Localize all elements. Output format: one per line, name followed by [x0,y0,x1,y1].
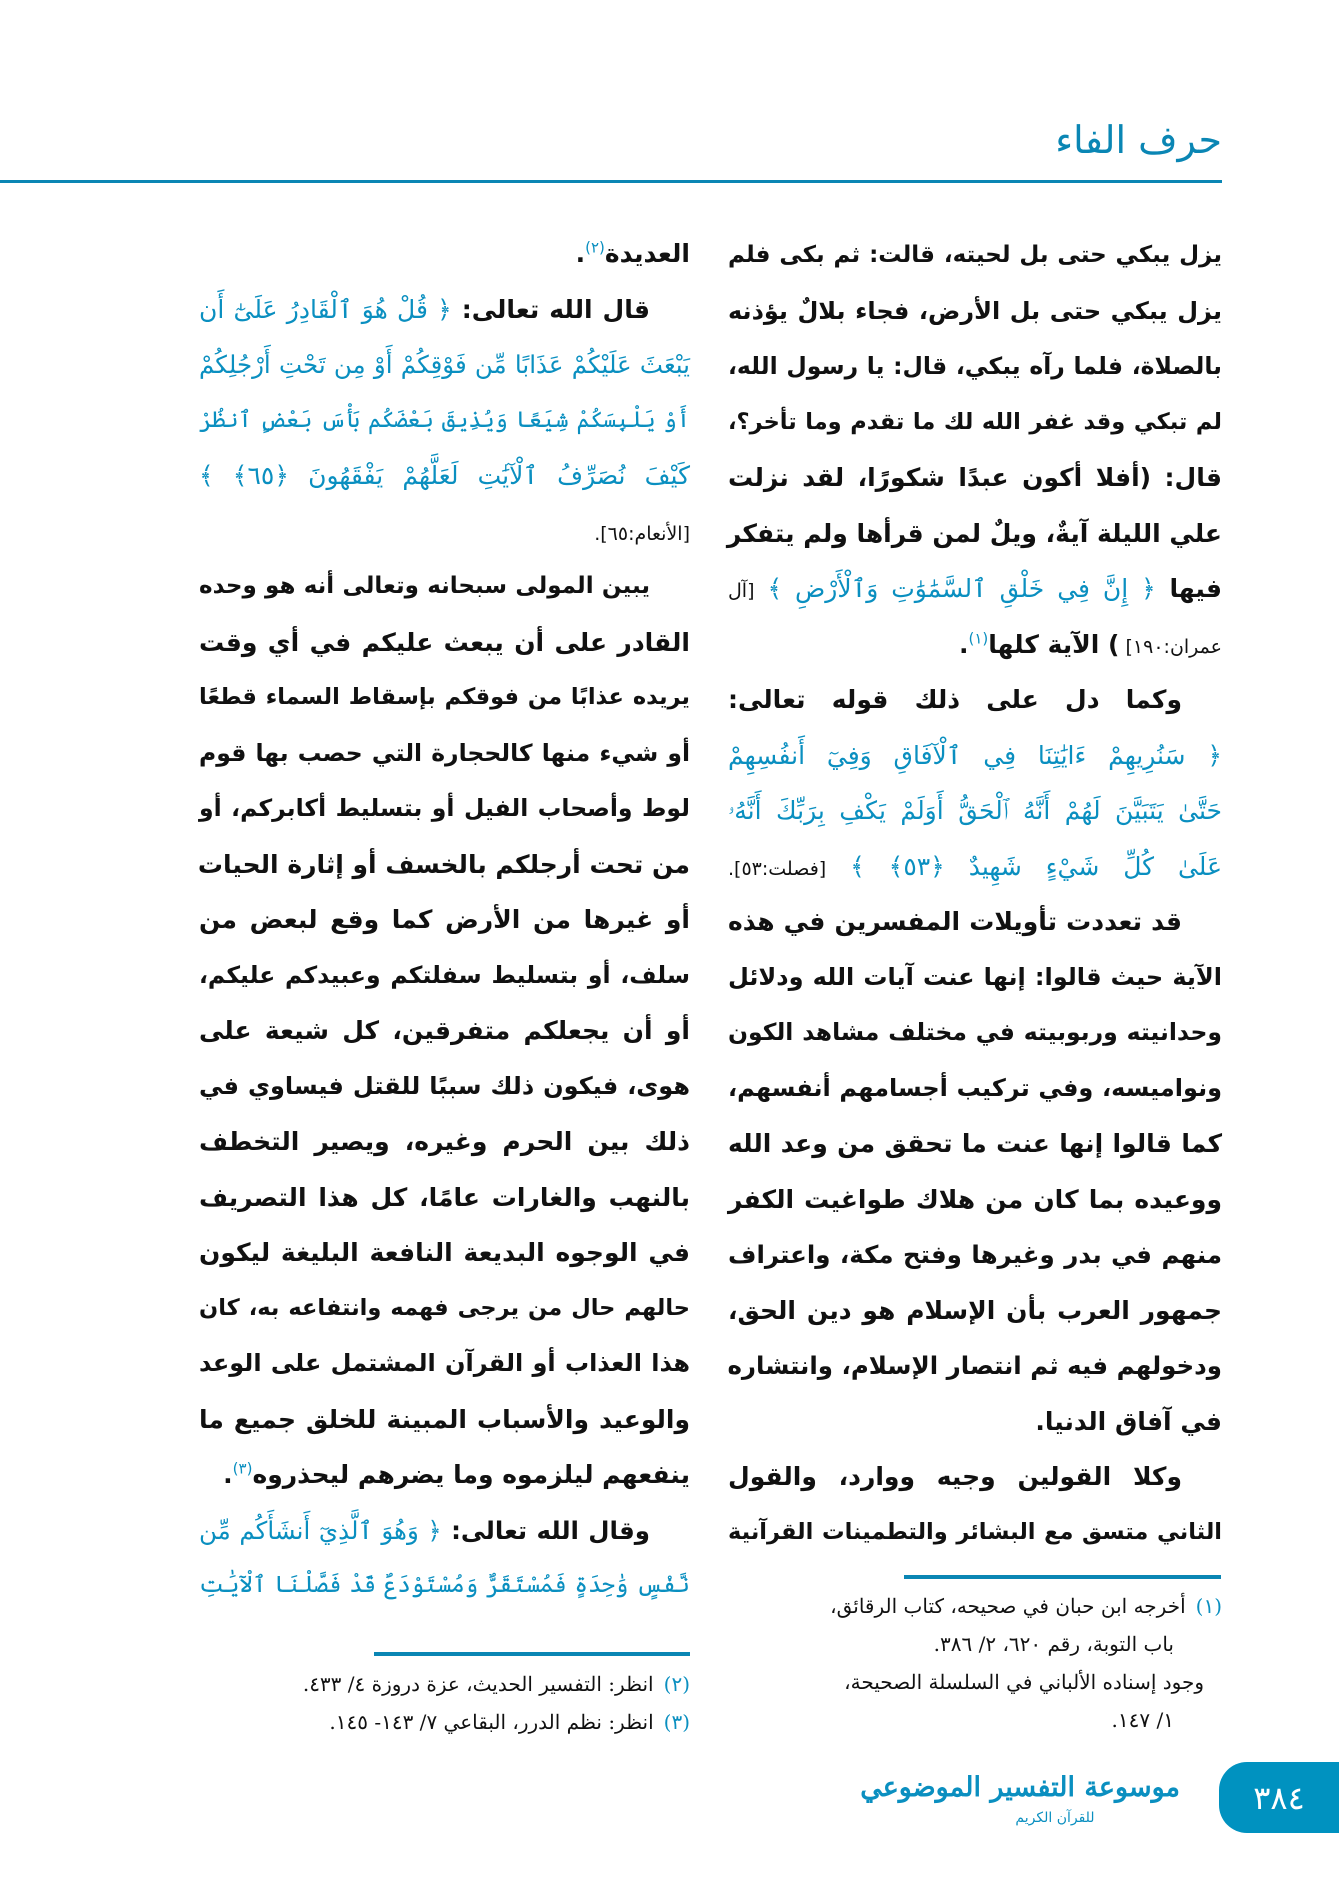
body-text: بالصلاة، فلما رآه يبكي، قال: يا رسول الله، [728,352,1222,380]
footnote-text: انظر: التفسير الحديث، عزة دروزة ٤/ ٤٣٣. [302,1672,654,1696]
footnote-rule-right [904,1575,1221,1579]
body-text: ونواميسه، وفي تركيب أجسامهم أنفسهم، [728,1073,1222,1102]
chapter-title: حرف الفاء [1055,118,1222,162]
footnote-2 [303,1665,690,1703]
body-text: القادر على أن يبعث عليكم في أي وقت [199,627,690,657]
body-text: علي الليلة آيةٌ، ويلٌ لمن قرأها ولم يتفكر [726,518,1222,548]
body-text: العديدة [604,239,690,268]
body-text: . [575,239,586,268]
footnote-marker: (٣) [232,1459,253,1478]
text-line [728,1116,1222,1172]
body-text: أو أن يجعلكم متفرقين، كل شيعة على [199,1016,690,1045]
text-line [199,892,690,948]
text-line [199,948,690,1004]
body-text: الآية حيث قالوا: إنها عنت آيات الله ودلائل [728,962,1222,991]
text-line [728,1227,1222,1283]
text-line [199,448,690,504]
verse-reference: [آل [728,580,755,602]
text-line [199,1392,690,1448]
footnote-text: أخرجه ابن حبان في صحيحه، كتاب الرقائق، [830,1594,1186,1618]
body-text: كما قالوا إنها عنت ما تحقق من وعد الله [728,1129,1222,1158]
body-text: أو غيرها من الأرض كما وقع لبعض من [199,905,690,934]
body-text: هوى، فيكون ذلك سببًا للقتل فيساوي في [199,1071,690,1100]
body-text: لم تبكي وقد غفر الله لك ما تقدم وما تأخر؟، [728,408,1222,435]
left-column [199,226,690,1614]
footnote-1 [830,1587,1222,1739]
body-text: يبين المولى سبحانه وتعالى أنه هو وحده [199,573,650,599]
logo-title: موسوعة التفسير الموضوعي [860,1772,1180,1803]
body-text: وكلا القولين وجيه ووارد، والقول [728,1462,1182,1491]
footnote-rule-left [374,1652,690,1656]
text-line [199,670,690,726]
body-text: والوعيد والأسباب المبينة للخلق جميع ما [199,1404,690,1434]
text-line [728,1005,1222,1061]
text-line [199,1059,690,1115]
text-line [199,393,690,449]
footnote-marker: (١) [968,629,989,648]
page-number: ٣٨٤ [1253,1778,1305,1817]
text-line [728,395,1222,451]
text-line [728,894,1222,950]
text-line [728,728,1222,784]
text-line [199,1114,690,1170]
text-line [199,282,690,338]
text-line [199,226,690,282]
text-line [728,839,1222,895]
quran-verse: يَبْعَثَ عَلَيْكُمْ عَذَابًا مِّن فَوْقِكُمْ أَوْ مِن تَحْتِ أَرْجُلِكُمْ [199,350,690,379]
quran-verse: كَيْفَ نُصَرِّفُ ٱلْآيَٰتِ لَعَلَّهُمْ يَفْقَهُونَ ﴿٦٥﴾ ﴾ [199,461,690,490]
footnote-marker: (٢) [585,238,605,257]
page-number-badge [1219,1762,1339,1833]
text-line [199,615,690,671]
text-line [728,450,1222,506]
body-text: يريده عذابًا من فوقكم بإسقاط السماء قطعًا [199,684,690,710]
body-text: جمهور العرب بأن الإسلام هو دين الحق، [728,1295,1222,1325]
verse-reference: [فصلت:٥٣]. [728,857,827,880]
body-text: ودخولهم فيه ثم انتصار الإسلام، وانتشاره [727,1351,1222,1380]
quran-verse: حَتَّىٰ يَتَبَيَّنَ لَهُمْ أَنَّهُ ٱلْحَقُّ أَوَلَمْ يَكْفِ بِرَبِّكَ أَنَّهُۥ [728,796,1222,825]
text-line [728,672,1222,728]
text-line [199,1225,690,1281]
body-text: قال الله تعالى: [451,294,651,324]
body-text: ذلك بين الحرم وغيره، ويصير التخطف [199,1127,690,1156]
text-line [199,1281,690,1337]
quran-verse: أَوْ يَلْبِسَكُمْ شِيَعًا وَيُذِيقَ بَعْضَكُم بَأْسَ بَعْضٍ ٱنظُرْ [199,406,690,433]
footnote-text: وجود إسناده الألباني في السلسلة الصحيحة، [844,1670,1204,1694]
body-text: هذا العذاب أو القرآن المشتمل على الوعد [199,1349,690,1377]
footnote-3 [329,1703,690,1741]
encyclopedia-logo [860,1768,1180,1848]
body-text: ووعيده بما كان من هلاك طواغيت الكفر [728,1184,1222,1214]
footnote-text: باب التوبة، رقم ٦٢٠، ٢/ ٣٨٦. [933,1632,1174,1656]
body-text: فيها [1155,574,1222,603]
body-text: حالهم حال من يرجى فهمه وانتفاعه به، كان [199,1294,690,1321]
text-line [728,339,1222,395]
text-line [199,504,690,560]
text-line [728,1283,1222,1339]
body-text: وقال الله تعالى: [441,1515,650,1545]
right-column [728,228,1222,1560]
verse-reference: [الأنعام:٦٥]. [594,522,690,545]
text-line [199,1336,690,1392]
body-text: لوط وأصحاب الفيل أو بتسليط أكابركم، أو [199,794,690,822]
verse-reference: عمران:١٩٠] [1119,635,1222,658]
body-text: ) الآية كلها [988,629,1120,659]
text-line [199,559,690,615]
body-text: في آفاق الدنيا. [1035,1406,1222,1436]
body-text: سلف، أو بتسليط سفلتكم وعبيدكم عليكم، [199,960,690,989]
body-text: . [958,629,969,659]
text-line [199,1503,690,1559]
text-line [728,1449,1222,1505]
text-line [728,783,1222,839]
body-text: . [223,1460,233,1489]
body-text: يزل يبكي حتى بل الأرض، فجاء بلالٌ يؤذنه [728,296,1222,325]
footnote-text: انظر: نظم الدرر، البقاعي ٧/ ١٤٣- ١٤٥. [329,1710,654,1734]
text-line [199,1170,690,1226]
body-text: ينفعهم ليلزموه وما يضرهم ليحذروه [252,1460,690,1489]
body-text: في الوجوه البديعة النافعة البليغة ليكون [199,1238,690,1267]
text-line [199,1447,690,1503]
body-text: يزل يبكي حتى بل لحيته، قالت: ثم بكى فلم [728,242,1222,268]
text-line [199,726,690,782]
footnote-number: (٣) [663,1710,690,1734]
text-line [199,837,690,893]
footnote-text: ١/ ١٤٧. [1111,1708,1174,1732]
footnote-number: (٢) [663,1672,690,1696]
text-line [199,337,690,393]
body-text: منهم في بدر وغيرها وفتح مكة، واعتراف [728,1240,1222,1269]
text-line [728,284,1222,340]
body-text: قال: (أفلا أكون عبدًا شكورًا، لقد نزلت [728,463,1222,492]
text-line [199,781,690,837]
body-text: من تحت أرجلكم بالخسف أو إثارة الحيات [197,849,690,879]
text-line [728,228,1222,284]
body-text: وكما دل على ذلك قوله تعالى: [728,685,1182,714]
logo-subtitle: للقرآن الكريم [1015,1810,1095,1826]
text-line [728,506,1222,562]
quran-verse: عَلَىٰ كُلِّ شَيْءٍ شَهِيدٌ ﴿٥٣﴾ ﴾ [826,851,1222,881]
body-text: قد تعددت تأويلات المفسرين في هذه [728,907,1182,936]
text-line [728,1061,1222,1117]
text-line [728,1172,1222,1228]
quran-verse: ﴿ وَهُوَ ٱلَّذِيٓ أَنشَأَكُم مِّن [199,1515,442,1545]
body-text: الثاني متسق مع البشائر والتطمينات القرآنية [728,1518,1222,1545]
text-line [728,617,1222,673]
body-text: وحدانيته وربوبيته في مختلف مشاهد الكون [728,1018,1222,1046]
quran-verse: نَّفْسٍ وَٰحِدَةٍ فَمُسْتَقَرٌّ وَمُسْتَوْدَعٌ قَدْ فَصَّلْنَا ٱلْآيَٰتِ [199,1572,690,1598]
text-line [728,561,1222,617]
body-text: بالنهب والغارات عامًا، كل هذا التصريف [199,1182,690,1212]
text-line [728,950,1222,1006]
text-line [728,1338,1222,1394]
header-rule [0,180,1222,183]
quran-verse: ﴿ إِنَّ فِي خَلْقِ ٱلسَّمَٰوَٰتِ وَٱلْأَرْضِ ﴾ [754,574,1156,603]
text-line [728,1505,1222,1561]
text-line [199,1003,690,1059]
text-line [199,1558,690,1614]
text-line [728,1394,1222,1450]
quran-verse: ﴿ سَنُرِيهِمْ ءَايَٰتِنَا فِي ٱلْآفَاقِ وَفِيٓ أَنفُسِهِمْ [728,740,1222,770]
footnote-number: (١) [1195,1594,1222,1618]
quran-verse: ﴿ قُلْ هُوَ ٱلْقَادِرُ عَلَىٰٓ أَن [199,294,452,324]
body-text: أو شيء منها كالحجارة التي حصب بها قوم [199,738,690,767]
